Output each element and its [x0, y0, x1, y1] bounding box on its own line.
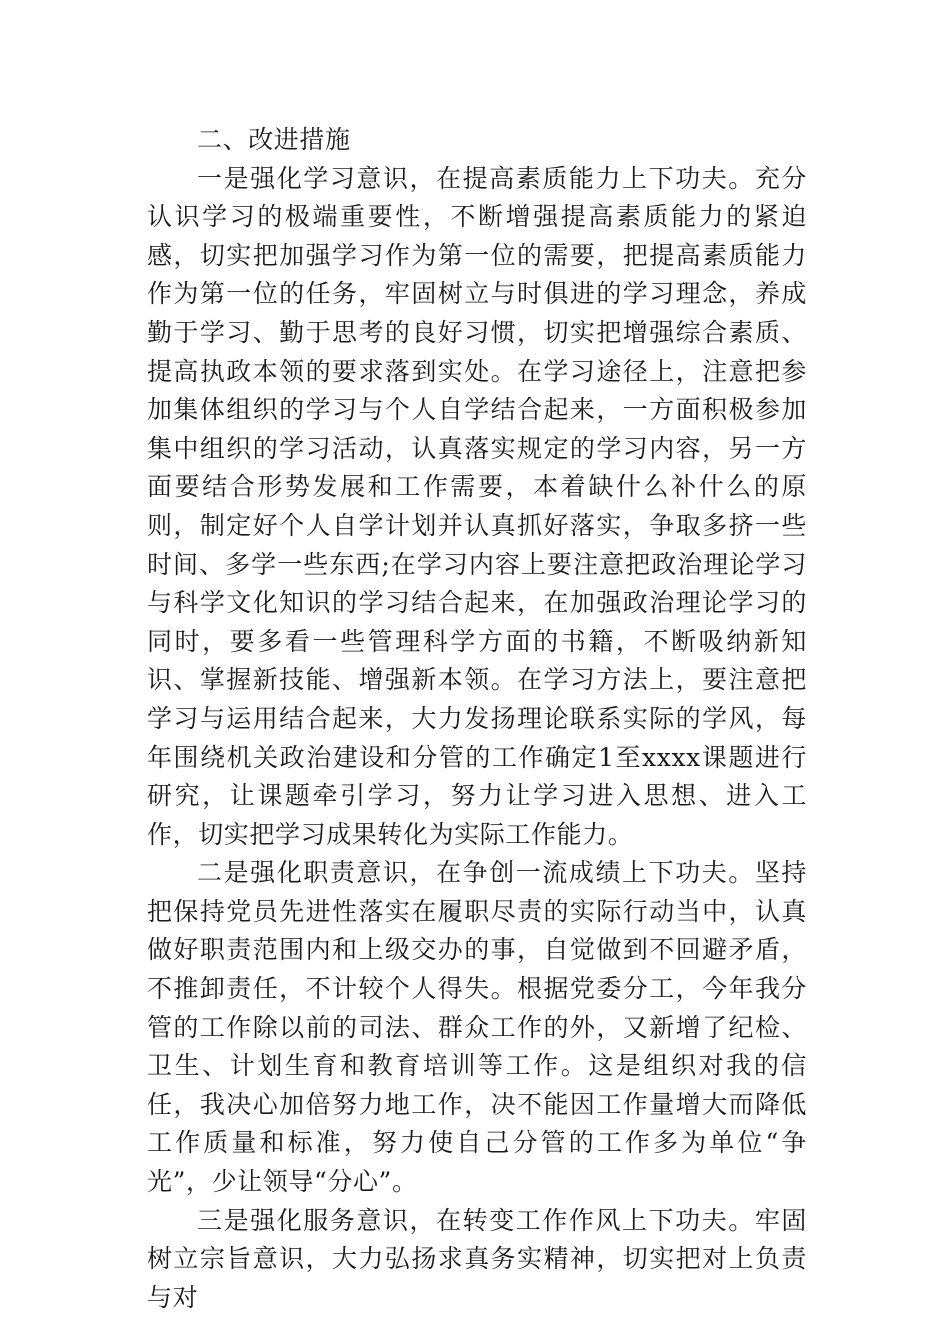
paragraph-service-awareness: 三是强化服务意识，在转变工作作风上下功夫。牢固树立宗旨意识，大力弘扬求真务实精神，切实把对上负责与对	[147, 1205, 807, 1312]
paragraph-study-awareness: 一是强化学习意识，在提高素质能力上下功夫。充分认识学习的极端重要性，不断增强提高素质能力的紧迫感，切实把加强学习作为第一位的需要，把提高素质能力作为第一位的任务，牢固树立与时俱进的学习理念，养成勤于学习、勤于思考的良好习惯，切实把增强综合素质、提高执政本领的要求落到实处。在学习途径上，注意把参加集体组织的学习与个人自学结合起来，一方面积极参加集中组织的学习活动，认真落实规定的学习内容，另一方面要结合形势发展和工作需要，本着缺什么补什么的原则，制定好个人自学计划并认真抓好落实，争取多挤一些时间、多学一些东西;在学习内容上要注意把政治理论学习与科学文化知识的学习结合起来，在加强政治理论学习的同时，要多看一些管理科学方面的书籍，不断吸纳新知识、掌握新技能、增强新本领。在学习方法上，要注意把学习与运用结合起来，大力发扬理论联系实际的学风，每年围绕机关政治建设和分管的工作确定1至xxxx课题进行研究，让课题牵引学习，努力让学习进入思想、进入工作，切实把学习成果转化为实际工作能力。	[147, 163, 807, 849]
section-heading: 二、改进措施	[197, 125, 351, 154]
paragraph-duty-awareness: 二是强化职责意识，在争创一流成绩上下功夫。坚持把保持党员先进性落实在履职尽责的实际行动当中，认真做好职责范围内和上级交办的事，自觉做到不回避矛盾，不推卸责任，不计较个人得失。根据党委分工，今年我分管的工作除以前的司法、群众工作的外，又新增了纪检、卫生、计划生育和教育培训等工作。这是组织对我的信任，我决心加倍努力地工作，决不能因工作量增大而降低工作质量和标准，努力使自己分管的工作多为单位“争光”，少让领导“分心”。	[147, 858, 807, 1197]
document-body	[147, 121, 807, 1317]
